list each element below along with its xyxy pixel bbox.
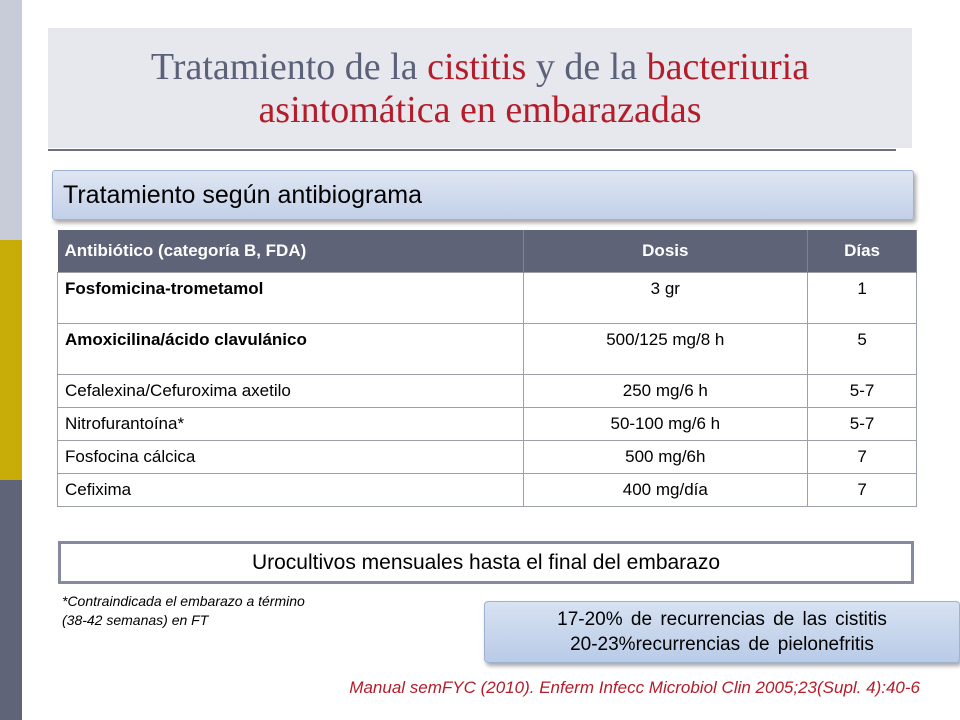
side-bar-top [0, 0, 22, 240]
table-header-row [58, 230, 917, 273]
table-row [58, 408, 917, 441]
title-divider [48, 149, 896, 151]
cell-days: 5-7 [808, 408, 917, 441]
cell-dose: 250 mg/6 h [523, 375, 808, 408]
cell-dose: 500 mg/6h [523, 441, 808, 474]
cell-dose: 500/125 mg/8 h [523, 324, 808, 375]
table-row [58, 375, 917, 408]
header-dose: Dosis [523, 230, 808, 273]
cell-days: 7 [808, 441, 917, 474]
cell-antibiotic: Cefalexina/Cefuroxima axetilo [58, 375, 524, 408]
side-bar-middle [0, 240, 22, 480]
recurrence-line2: 20-23%recurrencias de pielonefritis [570, 634, 874, 655]
table-row [58, 324, 917, 375]
antibiotic-table [57, 230, 917, 507]
cell-days: 7 [808, 474, 917, 507]
cell-antibiotic: Cefixima [58, 474, 524, 507]
recurrence-line1: 17-20% de recurrencias de las cistitis [557, 609, 887, 630]
urocultivos-note: Urocultivos mensuales hasta el final del embarazo [58, 541, 914, 584]
title-highlight-cistitis: cistitis [427, 46, 527, 88]
header-days: Días [808, 230, 917, 273]
cell-antibiotic: Fosfomicina-trometamol [58, 273, 524, 324]
cell-dose: 50-100 mg/6 h [523, 408, 808, 441]
table-row [58, 273, 917, 324]
table-row [58, 441, 917, 474]
slide-title [48, 28, 912, 148]
header-antibiotic: Antibiótico (categoría B, FDA) [58, 230, 524, 273]
cell-dose: 3 gr [523, 273, 808, 324]
title-highlight-bacteriuria: bacteriuria [646, 46, 810, 88]
table-row [58, 474, 917, 507]
cell-days: 5-7 [808, 375, 917, 408]
title-part2: y de la [526, 46, 647, 88]
title-part1: Tratamiento de la [150, 46, 428, 88]
citation: Manual semFYC (2010). Enferm Infecc Microbiol Clin 2005;23(Supl. 4):40-6 [349, 678, 920, 697]
recurrence-callout [484, 601, 960, 663]
cell-antibiotic: Fosfocina cálcica [58, 441, 524, 474]
title-line2: asintomática en embarazadas [258, 89, 702, 131]
subtitle-banner: Tratamiento según antibiograma [52, 170, 914, 220]
cell-antibiotic: Nitrofurantoína* [58, 408, 524, 441]
footnote [62, 592, 402, 630]
footnote-line2: (38-42 semanas) en FT [62, 612, 209, 628]
cell-days: 1 [808, 273, 917, 324]
cell-days: 5 [808, 324, 917, 375]
cell-dose: 400 mg/día [523, 474, 808, 507]
cell-antibiotic: Amoxicilina/ácido clavulánico [58, 324, 524, 375]
footnote-line1: *Contraindicada el embarazo a término [62, 593, 305, 609]
side-bar-bottom [0, 480, 22, 720]
